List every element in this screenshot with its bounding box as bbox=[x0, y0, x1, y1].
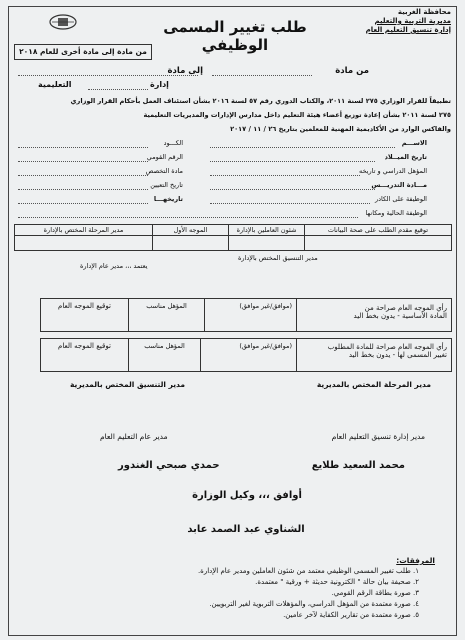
name-field[interactable] bbox=[210, 147, 395, 148]
cadre-job-field[interactable] bbox=[210, 203, 370, 204]
subject-box: من مادة إلى مادة أخرى للعام ٢٠١٨ bbox=[14, 44, 152, 60]
hiring-date-field[interactable] bbox=[18, 189, 148, 190]
current-job-label: الوظيفة الحالية ومكانها bbox=[365, 209, 427, 217]
teaching-subject-field[interactable] bbox=[210, 189, 375, 190]
qualification-field[interactable] bbox=[210, 175, 360, 176]
opinion1-line2: المادة الأساسية - يدون بخط اليد bbox=[353, 312, 447, 320]
attachment-item-4: ٤. صورة معتمدة من المؤهل الدراسي، والمؤهلات التربوية لغير التربويين. bbox=[209, 600, 419, 608]
attachment-item-2: ٢. صحيفة بيان حالة " الكترونية حديثة + ورقية " معتمدة. bbox=[255, 578, 419, 586]
page-title: طلب تغيير المسمى الوظيفي bbox=[163, 18, 307, 54]
from-subject-label: من مادة bbox=[335, 66, 369, 76]
department: إدارة تنسيق التعليم العام bbox=[365, 26, 451, 34]
intro-line-2: ٢٧٥ لسنة ٢٠١١ بشأن إعادة توزيع أعضاء هيئة التعليم داخل مدارس الإدارات والمديريات التعليمية bbox=[143, 111, 451, 119]
opinion2-approve-cell[interactable]: (موافق/غير موافق) bbox=[200, 338, 297, 372]
attachment-item-3: ٣. صورة بطاقة الرقم القومي. bbox=[331, 589, 419, 597]
hiring-date-label: تاريخ التعيين bbox=[150, 181, 183, 189]
undersecretary-name: الشناوي عبد الصمد عابد bbox=[187, 524, 305, 535]
coordinator-text: مدير التنسيق المختص بالإدارة bbox=[238, 254, 318, 262]
code-field[interactable] bbox=[18, 147, 148, 148]
ministry-logo bbox=[48, 13, 78, 31]
opinion1-sign-cell[interactable]: توقيع الموجه العام bbox=[40, 298, 129, 332]
sig-cell-personnel[interactable] bbox=[228, 235, 305, 251]
coordination-manager-name: محمد السعيد طلايع bbox=[311, 460, 405, 471]
from-subject-field[interactable] bbox=[212, 75, 312, 76]
qualification-label: المؤهل الدراسي و تاريخه bbox=[358, 167, 427, 175]
specialty-label: مادة التخصص bbox=[145, 167, 183, 175]
intro-line-3: والفاكس الوارد من الأكاديمية المهنية للمعلمين بتاريخ ٢٦ / ١١ / ٢٠١٧ bbox=[230, 125, 451, 133]
birth-date-field[interactable] bbox=[210, 161, 375, 162]
sig-header-personnel: شئون العاملين بالإدارة bbox=[228, 224, 305, 236]
specialty-field[interactable] bbox=[18, 175, 148, 176]
opinion1-qual-cell[interactable]: المؤهل مناسب bbox=[128, 298, 205, 332]
intro-paragraph bbox=[11, 94, 451, 136]
to-subject-field[interactable] bbox=[18, 75, 198, 76]
general-manager-name: حمدي صبحي الغندور bbox=[118, 460, 220, 471]
national-id-field[interactable] bbox=[18, 161, 148, 162]
opinion1-text bbox=[296, 298, 452, 332]
birth-date-label: تاريخ الميــلاد bbox=[384, 153, 427, 161]
opinion2-text bbox=[296, 338, 452, 372]
attachment-item-5: ٥. صورة معتمدة من تقارير الكفاية لآخر عامين. bbox=[283, 611, 419, 619]
opinion2-sign-cell[interactable]: توقيع الموجه العام bbox=[40, 338, 129, 372]
opinion1-line1: رأي الموجه العام صراحة من bbox=[364, 304, 447, 312]
admin-field[interactable] bbox=[88, 89, 148, 90]
general-coordination-manager-title: مدير إدارة تنسيق التعليم العام bbox=[331, 432, 425, 441]
edu-admin-label: التعليمية bbox=[38, 80, 72, 89]
header-org bbox=[331, 8, 451, 35]
sig-header-applicant: توقيع مقدم الطلب على صحة البيانات bbox=[304, 224, 452, 236]
undersecretary-approval: أوافق ،،، وكيل الوزارة bbox=[192, 490, 302, 501]
sig-header-first-supervisor: الموجه الأول bbox=[152, 224, 229, 236]
general-education-manager-title: مدير عام التعليم العام bbox=[100, 432, 168, 441]
sig-cell-first-supervisor[interactable] bbox=[152, 235, 229, 251]
cadre-date-field[interactable] bbox=[18, 203, 148, 204]
teaching-subject-label: مـــادة التدريـــس bbox=[371, 181, 427, 189]
governorate: محافظة الغربية bbox=[397, 8, 451, 16]
attachments-title: المرفقات: bbox=[396, 556, 435, 565]
cadre-date-label: تاريخهـــا bbox=[153, 195, 183, 203]
directorate: مديرية التربية والتعليم bbox=[374, 17, 451, 25]
sig-cell-applicant[interactable] bbox=[304, 235, 452, 251]
stage-manager-directorate: مدير المرحلة المختص بالمديرية bbox=[316, 380, 431, 389]
current-job-field[interactable] bbox=[18, 217, 358, 218]
sig-cell-stage-manager[interactable] bbox=[14, 235, 153, 251]
sig-header-stage-manager: مدير المرحلة المختص بالإدارة bbox=[14, 224, 153, 236]
cadre-job-label: الوظيفة على الكادر bbox=[374, 195, 427, 203]
intro-line-1: تطبيقاً للقرار الوزاري ٢٧٥ لسنة ٢٠١١، والكتاب الدوري رقم ٥٧ لسنة ٢٠١٦ بشأن استئناف العمل بأحكام القرار الوزاري bbox=[70, 97, 451, 105]
opinion2-qual-cell[interactable]: المؤهل مناسب bbox=[128, 338, 201, 372]
opinion2-line1: رأي الموجه العام صراحة للمادة المطلوب bbox=[327, 343, 447, 351]
opinion2-line2: تغيير المسمى لها - يدون بخط اليد bbox=[348, 351, 447, 359]
national-id-label: الرقم القومي bbox=[146, 153, 183, 161]
admin-label: إدارة bbox=[150, 80, 169, 89]
opinion1-approve-cell[interactable]: (موافق/غير موافق) bbox=[204, 298, 297, 332]
to-subject-label: إلى مادة bbox=[167, 66, 203, 76]
coordinator-directorate: مدير التنسيق المختص بالمديرية bbox=[70, 380, 186, 389]
approve-text: يعتمد ،،، مدير عام الإدارة bbox=[80, 262, 148, 270]
attachment-item-1: ١. طلب تغيير المسمى الوظيفي معتمد من شئون العاملين ومدير عام الإدارة. bbox=[197, 567, 419, 575]
code-label: الكـــود bbox=[163, 139, 183, 147]
name-label: الاســـم bbox=[401, 139, 427, 147]
